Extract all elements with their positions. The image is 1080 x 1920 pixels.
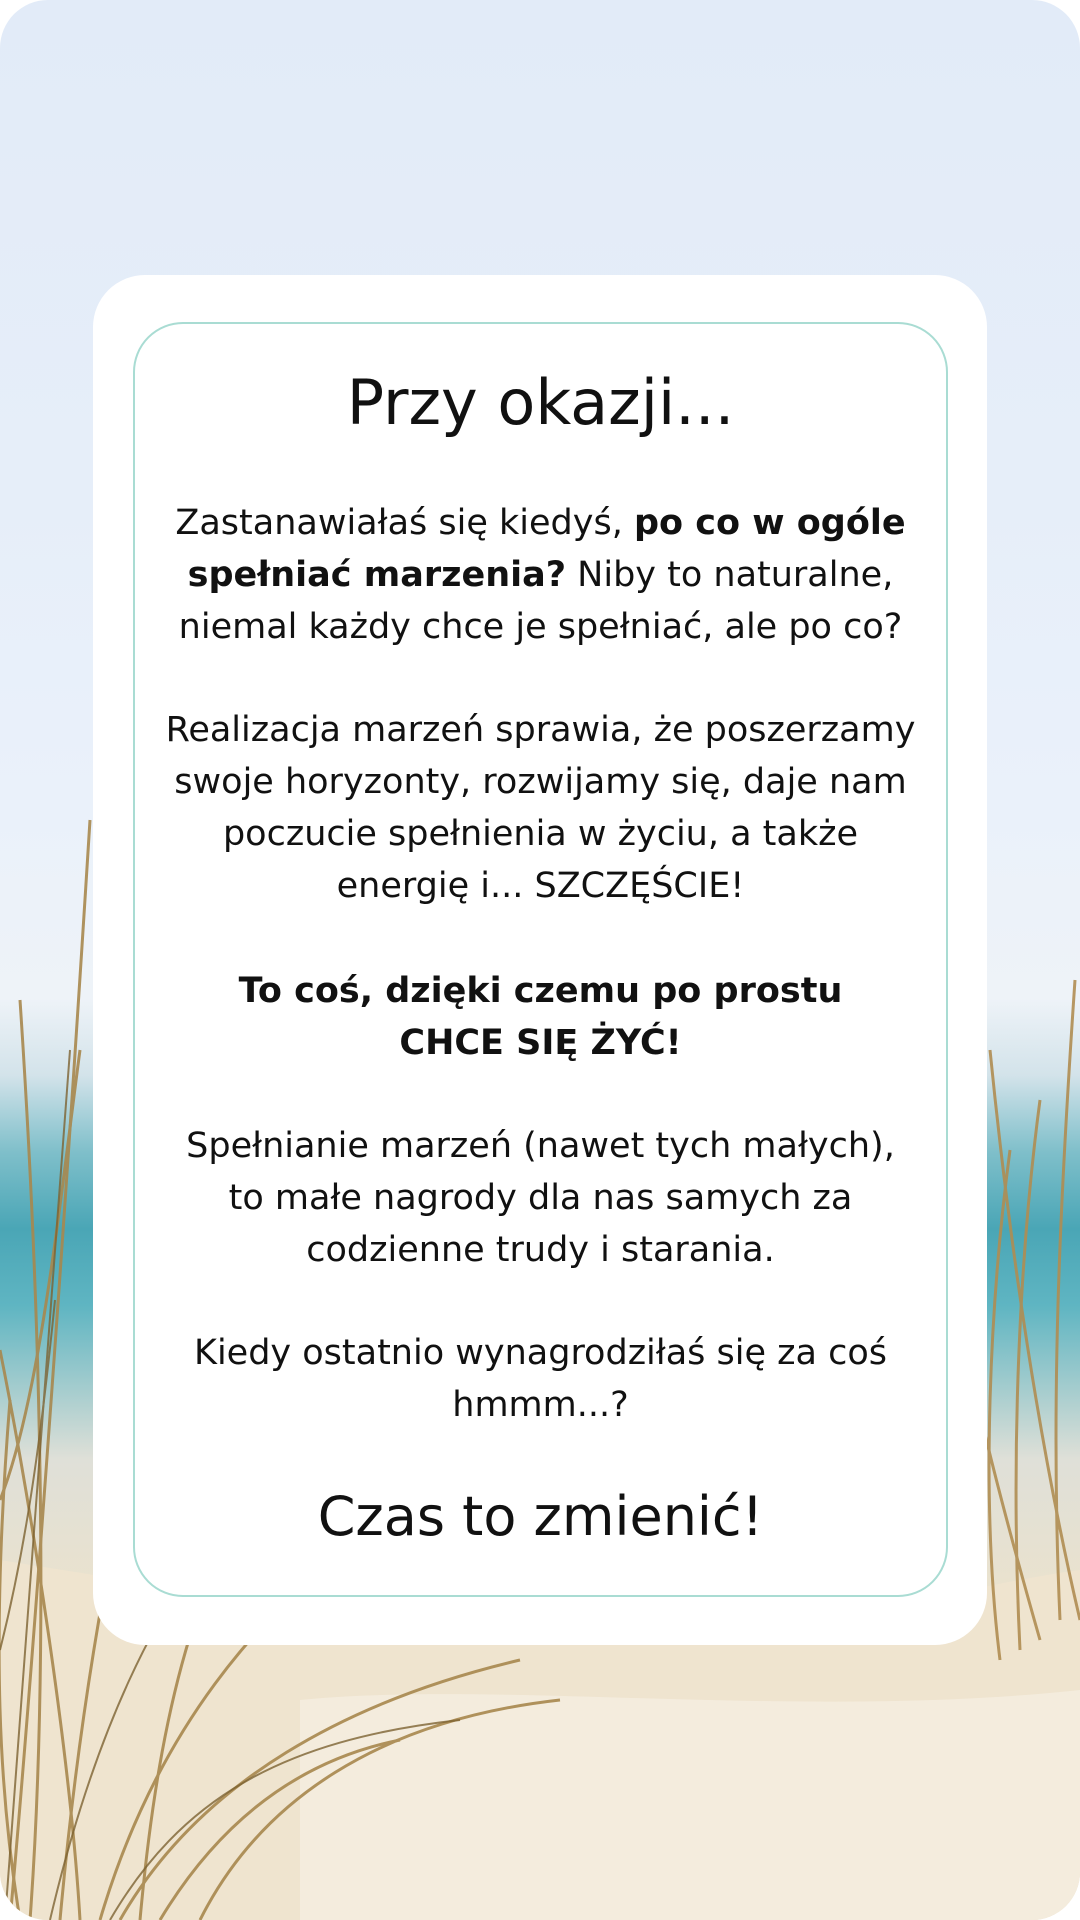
card-title: Przy okazji... [346, 366, 735, 439]
closing-call-to-action: Czas to zmienić! [317, 1485, 764, 1548]
text-normal: Niby to naturalne, [566, 555, 894, 595]
paragraph-question-line-1 [133, 497, 948, 549]
paragraph-rewards-line-1: Spełnianie marzeń (nawet tych małych), [186, 1126, 895, 1166]
sand-highlight [300, 1690, 1080, 1920]
paragraph-last-reward-line-2: hmmm...? [452, 1385, 629, 1425]
paragraph-emphasis-line-1: To coś, dzięki czemu po prostu [238, 971, 843, 1011]
paragraph-benefits-line-2: swoje horyzonty, rozwijamy się, daje nam [174, 762, 907, 802]
paragraph-question-line-3: niemal każdy chce je spełniać, ale po co? [178, 607, 903, 647]
paragraph-rewards [133, 1120, 948, 1276]
paragraph-emphasis-line-2: CHCE SIĘ ŻYĆ! [399, 1023, 682, 1063]
paragraph-benefits [133, 704, 948, 912]
text-bold: po co w ogóle [633, 503, 906, 543]
paragraph-emphasis [133, 965, 948, 1069]
paragraph-benefits-line-4: energię i... SZCZĘŚCIE! [336, 866, 745, 906]
paragraph-question-line-2 [133, 549, 948, 601]
paragraph-benefits-line-1: Realizacja marzeń sprawia, że poszerzamy [165, 710, 916, 750]
text-bold: spełniać marzenia? [187, 555, 567, 595]
paragraph-last-reward-line-1: Kiedy ostatnio wynagrodziłaś się za coś [194, 1333, 887, 1373]
paragraph-last-reward [133, 1327, 948, 1431]
paragraph-rewards-line-3: codzienne trudy i starania. [306, 1230, 775, 1270]
text-normal: Zastanawiałaś się kiedyś, [175, 503, 634, 543]
paragraph-benefits-line-3: poczucie spełnienia w życiu, a także [222, 814, 859, 854]
paragraph-question [133, 497, 948, 653]
paragraph-rewards-line-2: to małe nagrody dla nas samych za [228, 1178, 853, 1218]
